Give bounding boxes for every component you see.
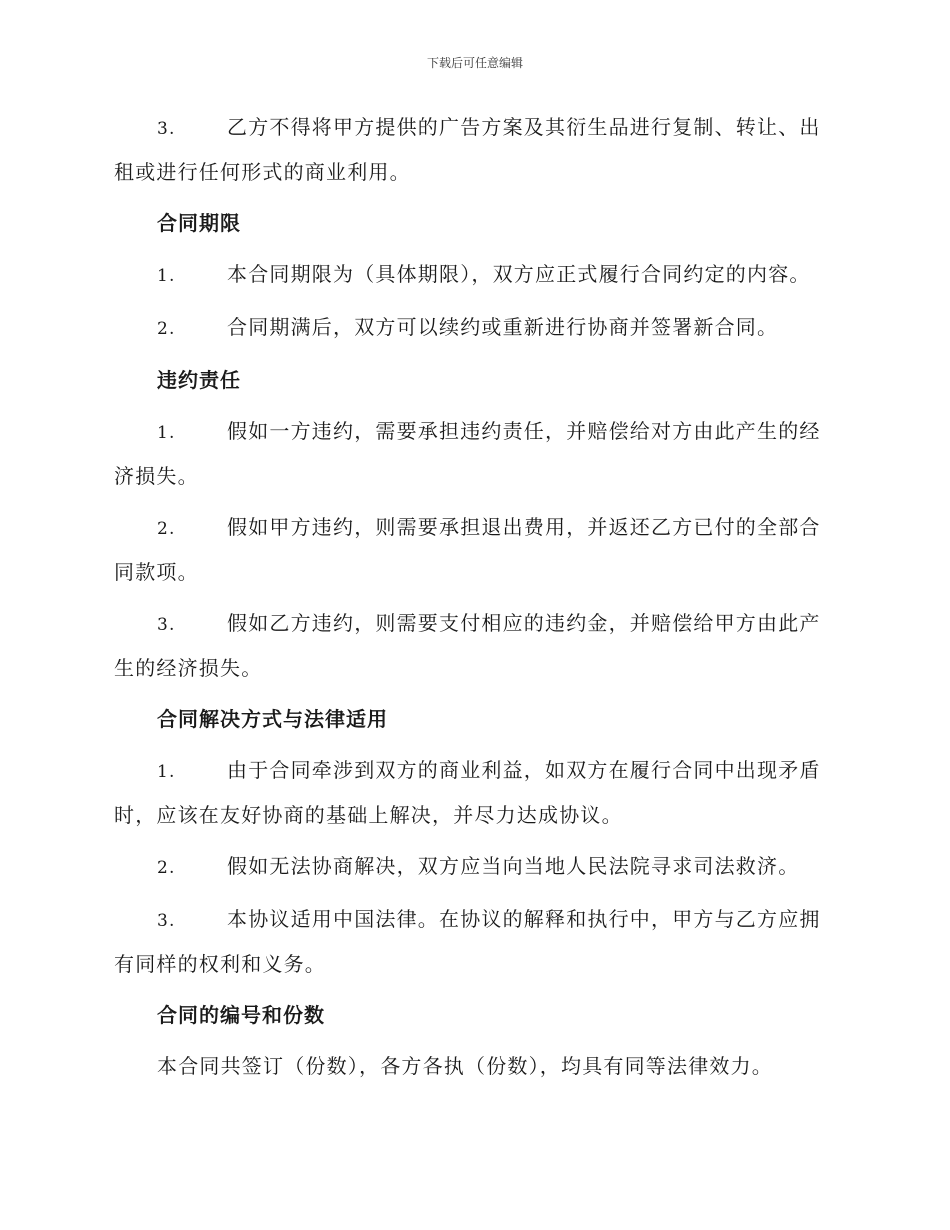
page-header: 下载后可任意编辑 xyxy=(426,56,523,70)
section-body-text: 本合同共签订（份数），各方各执（份数），均具有同等法律效力。 xyxy=(157,1054,773,1078)
clause-item xyxy=(114,410,834,498)
clause-item xyxy=(114,898,834,986)
clause-item xyxy=(114,106,834,194)
clause-text: 假如乙方违约，则需要支付相应的违约金，并赔偿给甲方由此产生的经济损失。 xyxy=(114,611,821,680)
clause-number: 1. xyxy=(157,423,176,443)
clause-item xyxy=(114,845,834,890)
clause-item xyxy=(114,306,834,351)
section-heading-liability: 违约责任 xyxy=(157,368,241,392)
clause-item xyxy=(114,602,834,690)
document-body xyxy=(114,106,834,1096)
clause-item xyxy=(114,506,834,594)
clause-text: 本合同期限为（具体期限），双方应正式履行合同约定的内容。 xyxy=(227,262,811,286)
clause-text: 假如甲方违约，则需要承担退出费用，并返还乙方已付的全部合同款项。 xyxy=(114,515,821,584)
clause-number: 3. xyxy=(157,615,176,635)
clause-number: 2. xyxy=(157,319,176,339)
clause-number: 1. xyxy=(157,762,176,782)
clause-number: 2. xyxy=(157,858,176,878)
clause-text: 假如一方违约，需要承担违约责任，并赔偿给对方由此产生的经济损失。 xyxy=(114,419,821,488)
section-heading-term: 合同期限 xyxy=(157,211,241,235)
section-heading-copies: 合同的编号和份数 xyxy=(157,1003,325,1027)
clause-text: 本协议适用中国法律。在协议的解释和执行中，甲方与乙方应拥有同样的权利和义务。 xyxy=(114,907,821,976)
clause-text: 假如无法协商解决，双方应当向当地人民法院寻求司法救济。 xyxy=(227,854,800,878)
clause-item xyxy=(114,749,834,837)
clause-number: 3. xyxy=(157,119,176,139)
clause-text: 乙方不得将甲方提供的广告方案及其衍生品进行复制、转让、出租或进行任何形式的商业利用。 xyxy=(114,115,821,184)
clause-text: 合同期满后，双方可以续约或重新进行协商并签署新合同。 xyxy=(227,315,779,339)
clause-item xyxy=(114,253,834,298)
clause-number: 3. xyxy=(157,911,176,931)
clause-number: 1. xyxy=(157,266,176,286)
clause-number: 2. xyxy=(157,519,176,539)
clause-text: 由于合同牵涉到双方的商业利益，如双方在履行合同中出现矛盾时，应该在友好协商的基础上解决，并尽力达成协议。 xyxy=(114,758,821,827)
section-heading-dispute: 合同解决方式与法律适用 xyxy=(157,707,388,731)
